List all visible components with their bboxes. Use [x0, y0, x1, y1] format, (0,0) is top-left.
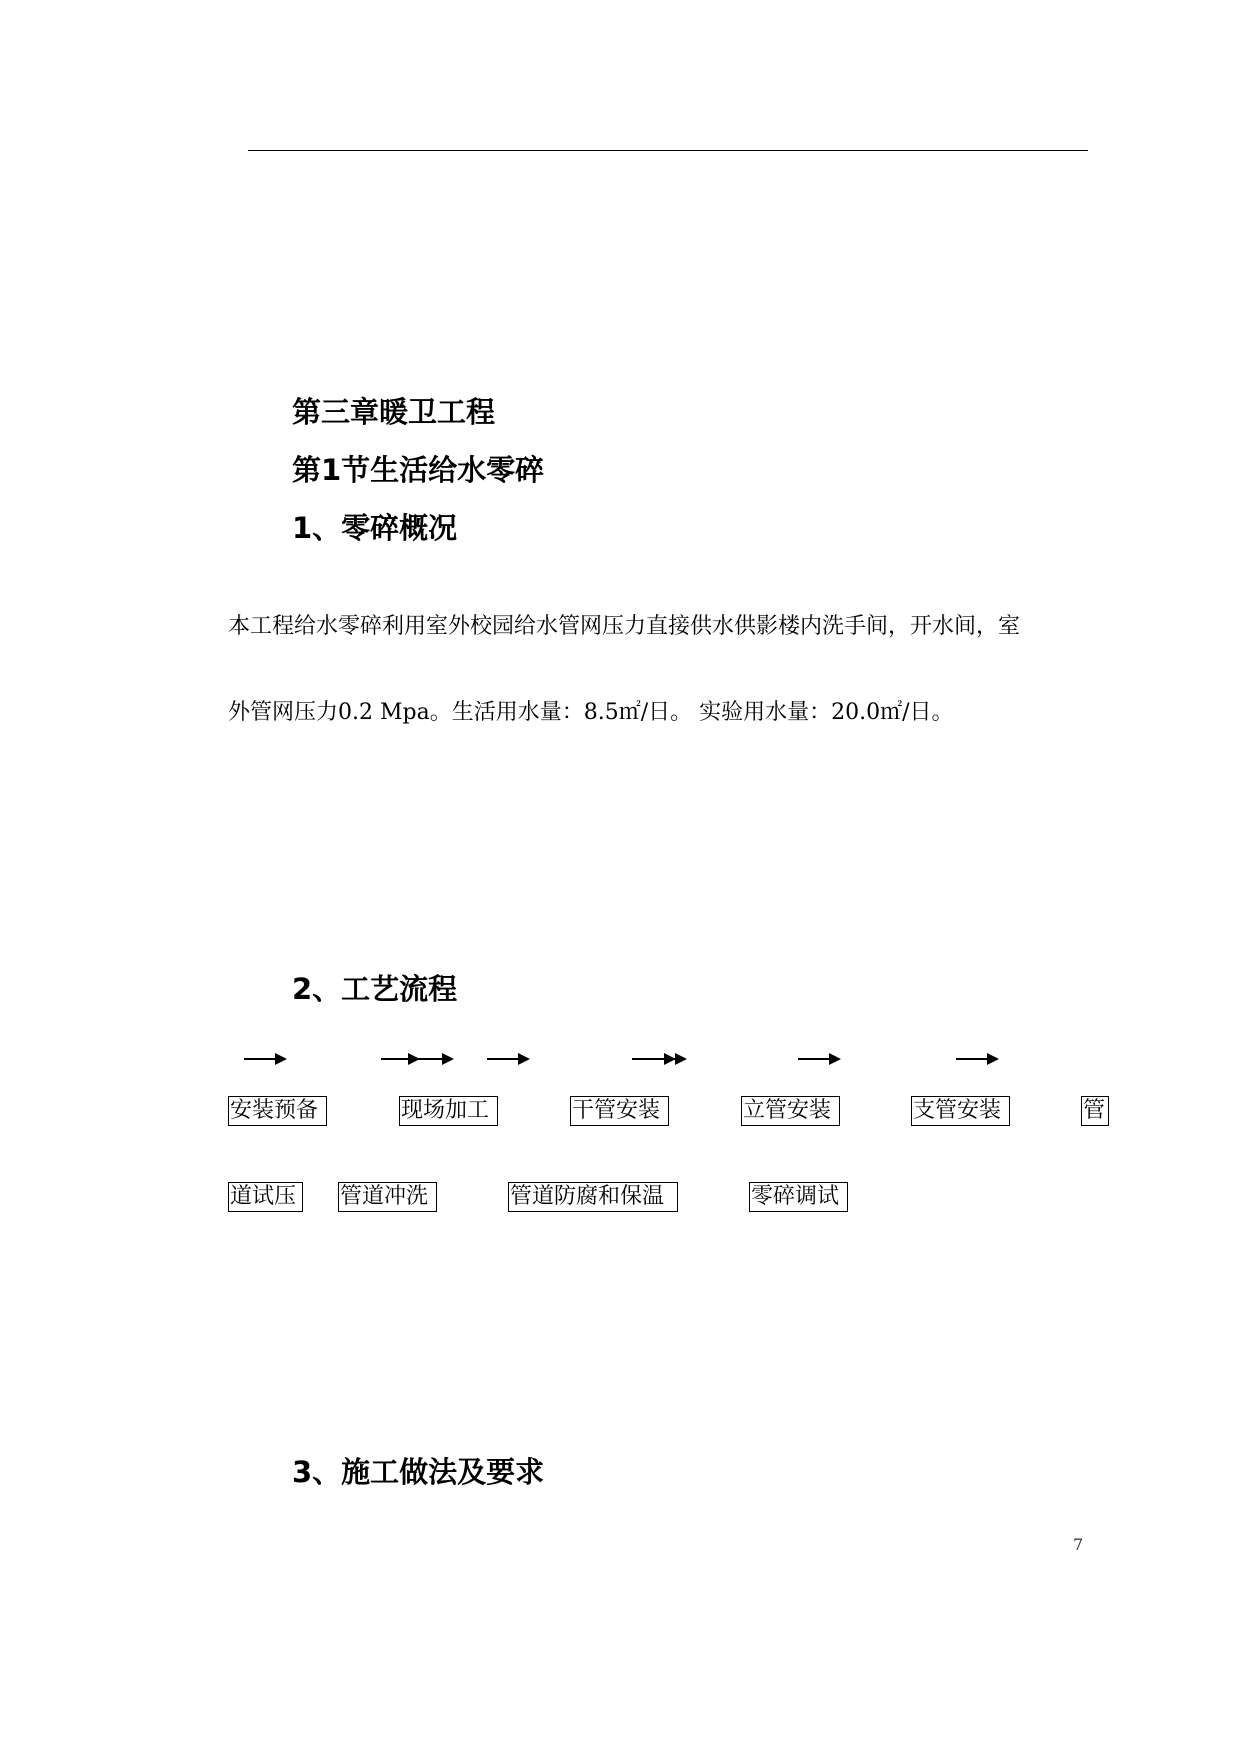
section-title: 第1节生活给水零碎 [292, 453, 545, 487]
process-step: 零碎调试 [749, 1182, 848, 1212]
chapter-title: 第三章暖卫工程 [292, 395, 496, 429]
flow-arrow-icon [956, 1052, 999, 1066]
process-step: 现场加工 [399, 1096, 498, 1126]
overview-paragraph-line-2: 外管网压力0.2 Mpa。生活用水量：8.5㎡/日。 实验用水量：20.0㎡/日。 [228, 700, 954, 725]
process-step: 干管安装 [570, 1096, 669, 1126]
flow-arrow-icon [381, 1052, 454, 1066]
process-step: 道试压 [228, 1182, 303, 1212]
process-step: 管道冲洗 [338, 1182, 437, 1212]
process-step: 管道防腐和保温 [508, 1182, 678, 1212]
flow-arrow-icon [798, 1052, 841, 1066]
flow-arrow-icon [487, 1052, 530, 1066]
subsection-overview-title: 1、零碎概况 [292, 511, 458, 545]
process-step: 立管安装 [741, 1096, 840, 1126]
page-number: 7 [1073, 1535, 1084, 1554]
process-step: 管 [1081, 1096, 1109, 1126]
flow-arrow-icon [632, 1052, 687, 1066]
overview-paragraph-line-1: 本工程给水零碎利用室外校园给水管网压力直接供水供影楼内洗手间，开水间，室 [228, 614, 1021, 639]
header-rule [248, 150, 1088, 151]
subsection-process-title: 2、工艺流程 [292, 972, 458, 1006]
flow-arrow-icon [244, 1052, 287, 1066]
process-step: 支管安装 [911, 1096, 1010, 1126]
process-step: 安装预备 [228, 1096, 327, 1126]
subsection-construction-title: 3、施工做法及要求 [292, 1455, 545, 1489]
